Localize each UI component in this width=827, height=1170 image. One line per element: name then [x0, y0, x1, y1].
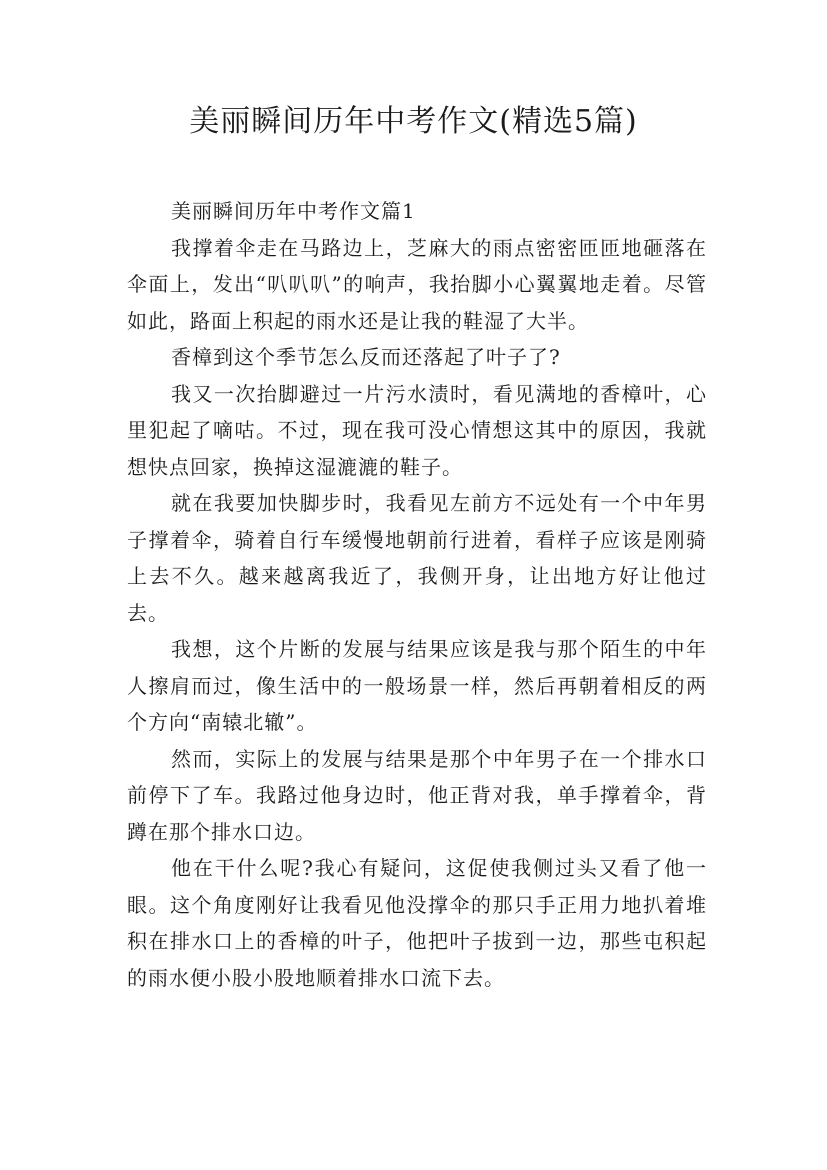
document-body	[127, 193, 707, 996]
paragraph: 就在我要加快脚步时，我看见左前方不远处有一个中年男子撑着伞，骑着自行车缓慢地朝前行进着，看样子应该是刚骑上去不久。越来越离我近了，我侧开身，让出地方好让他过去。	[127, 491, 707, 625]
section-heading: 美丽瞬间历年中考作文篇1	[171, 199, 416, 223]
paragraph: 香樟到这个季节怎么反而还落起了叶子了?	[171, 345, 561, 369]
paragraph: 我想，这个片断的发展与结果应该是我与那个陌生的中年人擦肩而过，像生活中的一般场景一样，然后再朝着相反的两个方向“南辕北辙”。	[127, 637, 707, 734]
paragraph: 他在干什么呢?我心有疑问，这促使我侧过头又看了他一眼。这个角度刚好让我看见他没撑伞的那只手正用力地扒着堆积在排水口上的香樟的叶子，他把叶子拔到一边，那些屯积起的雨水便小股小股地顺着排水口流下去。	[127, 856, 707, 990]
paragraph: 我撑着伞走在马路边上，芝麻大的雨点密密匝匝地砸落在伞面上，发出“叭叭叭”的响声，我抬脚小心翼翼地走着。尽管如此，路面上积起的雨水还是让我的鞋湿了大半。	[127, 235, 707, 333]
paragraph: 然而，实际上的发展与结果是那个中年男子在一个排水口前停下了车。我路过他身边时，他正背对我，单手撑着伞，背蹲在那个排水口边。	[127, 746, 707, 844]
paragraph: 我又一次抬脚避过一片污水渍时，看见满地的香樟叶，心里犯起了嘀咕。不过，现在我可没心情想这其中的原因，我就想快点回家，换掉这湿漉漉的鞋子。	[127, 381, 707, 479]
document-title: 美丽瞬间历年中考作文(精选5篇)	[189, 104, 638, 139]
